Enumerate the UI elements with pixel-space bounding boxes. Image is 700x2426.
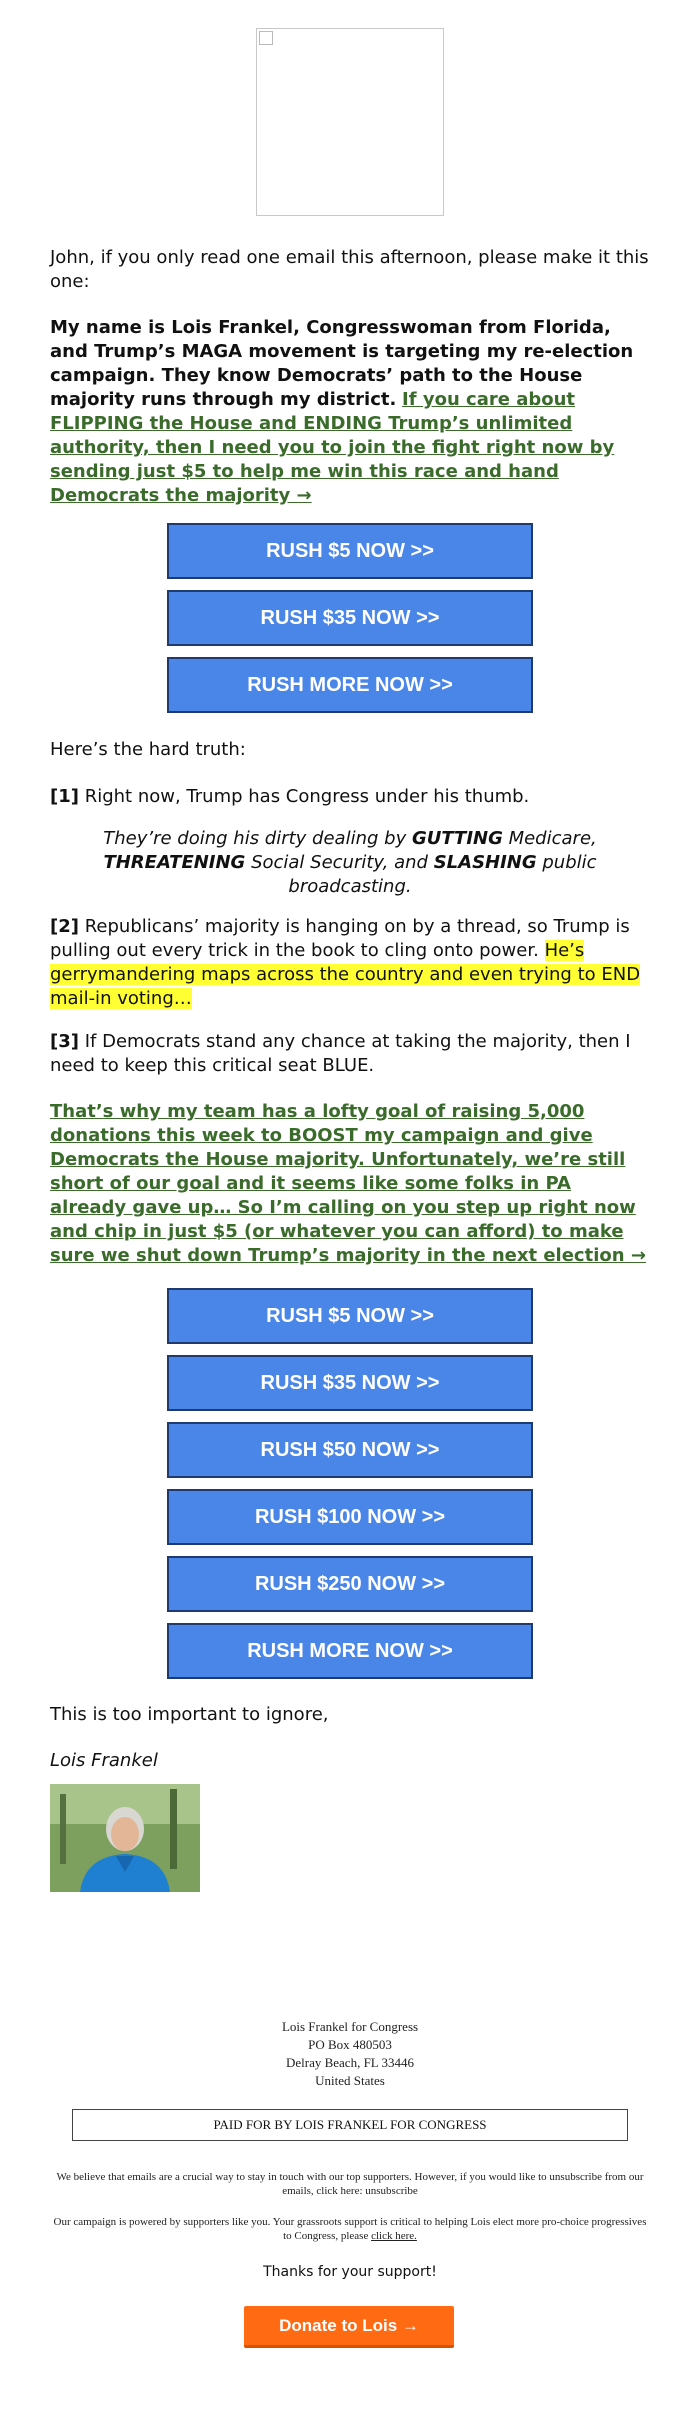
- appeal-donate-link[interactable]: That’s why my team has a lofty goal of raising 5,000 donations this week to BOOST my campaign and give Democrats the House majority. Unfortunately, we’re still short of our goal and it seems like some folks in PA already gave up… So I’m calling on you step up right now and chip in just $5 (or whatever you can afford) to make sure we shut down Trump’s majority in the next election →: [50, 1101, 646, 1266]
- signature-text: Lois Frankel: [50, 1750, 158, 1771]
- support-click-link[interactable]: click here.: [371, 2230, 417, 2242]
- quote-text-1: They’re doing his dirty dealing by: [103, 828, 412, 849]
- donate-button[interactable]: Donate to Lois →: [244, 2306, 454, 2348]
- unsubscribe-text: We believe that emails are a crucial way to stay in touch with our top supporters. However, if you would like to unsubscribe from our emails, click here: unsubscribe: [56, 2171, 644, 2197]
- paid-for-disclaimer: PAID FOR BY LOIS FRANKEL FOR CONGRESS: [72, 2109, 628, 2141]
- intro-donate-link[interactable]: If you care about FLIPPING the House and ENDING Trump’s unlimited authority, then I need you to join the fight right now by sending just $5 to help me win this race and hand Democrats the majority →: [50, 389, 615, 506]
- footer-org: Lois Frankel for Congress: [281, 2019, 419, 2034]
- point-1-number: [1]: [50, 786, 79, 807]
- point-2-text: Republicans’ majority is hanging on by a thread, so Trump is pulling out every trick in the book to cling onto power.: [50, 916, 630, 961]
- rush-5-button[interactable]: RUSH $5 NOW >>: [167, 523, 533, 579]
- thanks-text: Thanks for your support!: [263, 2264, 437, 2280]
- quote-text-2: Medicare,: [502, 828, 597, 849]
- intro-bold-text: My name is Lois Frankel, Congresswoman from Florida, and Trump’s MAGA movement is targeting my re-election campaign. They know Democrats’ path to the House majority runs through my district.: [50, 317, 634, 410]
- broken-image-icon: [259, 31, 273, 45]
- rush-35-button-2[interactable]: RUSH $35 NOW >>: [167, 1355, 533, 1411]
- footer-country: United States: [315, 2073, 385, 2088]
- quote-emphasis-2: THREATENING: [103, 852, 246, 873]
- point-3-number: [3]: [50, 1031, 79, 1052]
- greeting-text: John, if you only read one email this afternoon, please make it this one:: [50, 247, 649, 292]
- hard-truth-text: Here’s the hard truth:: [50, 739, 246, 760]
- point-2-highlight: He’s gerrymandering maps across the country and even trying to END mail-in voting…: [50, 940, 641, 1009]
- point-3: [50, 1030, 650, 1078]
- intro-paragraph: [50, 316, 650, 508]
- rush-more-button[interactable]: RUSH MORE NOW >>: [167, 657, 533, 713]
- rush-5-button-2[interactable]: RUSH $5 NOW >>: [167, 1288, 533, 1344]
- rush-100-button[interactable]: RUSH $100 NOW >>: [167, 1489, 533, 1545]
- closing-text: This is too important to ignore,: [50, 1704, 329, 1725]
- quote-text-3: Social Security, and: [245, 852, 434, 873]
- appeal-paragraph: [50, 1100, 650, 1268]
- point-2-number: [2]: [50, 916, 79, 937]
- campaign-logo-image: [256, 28, 444, 216]
- support-text: Our campaign is powered by supporters like you. Your grassroots support is critical to helping Lois elect more pro-choice progressives to Congress, please: [53, 2216, 647, 2242]
- footer-po-box: PO Box 480503: [308, 2037, 392, 2052]
- quote-emphasis-1: GUTTING: [411, 828, 503, 849]
- point-1-text: Right now, Trump has Congress under his thumb.: [84, 786, 530, 807]
- support-text-block: [50, 2215, 650, 2243]
- rush-250-button[interactable]: RUSH $250 NOW >>: [167, 1556, 533, 1612]
- point-2: [50, 915, 650, 1011]
- footer-city: Delray Beach, FL 33446: [285, 2055, 415, 2070]
- candidate-portrait-graphic: [50, 1784, 200, 1892]
- quote-text-4: public broadcasting.: [288, 852, 597, 897]
- point-3-text: If Democrats stand any chance at taking the majority, then I need to keep this critical seat BLUE.: [50, 1031, 631, 1076]
- rush-more-button-2[interactable]: RUSH MORE NOW >>: [167, 1623, 533, 1679]
- point-1: [50, 785, 650, 809]
- quote-block: [90, 827, 610, 899]
- candidate-photo: [50, 1784, 200, 1892]
- rush-50-button[interactable]: RUSH $50 NOW >>: [167, 1422, 533, 1478]
- quote-emphasis-3: SLASHING: [433, 852, 537, 873]
- rush-35-button[interactable]: RUSH $35 NOW >>: [167, 590, 533, 646]
